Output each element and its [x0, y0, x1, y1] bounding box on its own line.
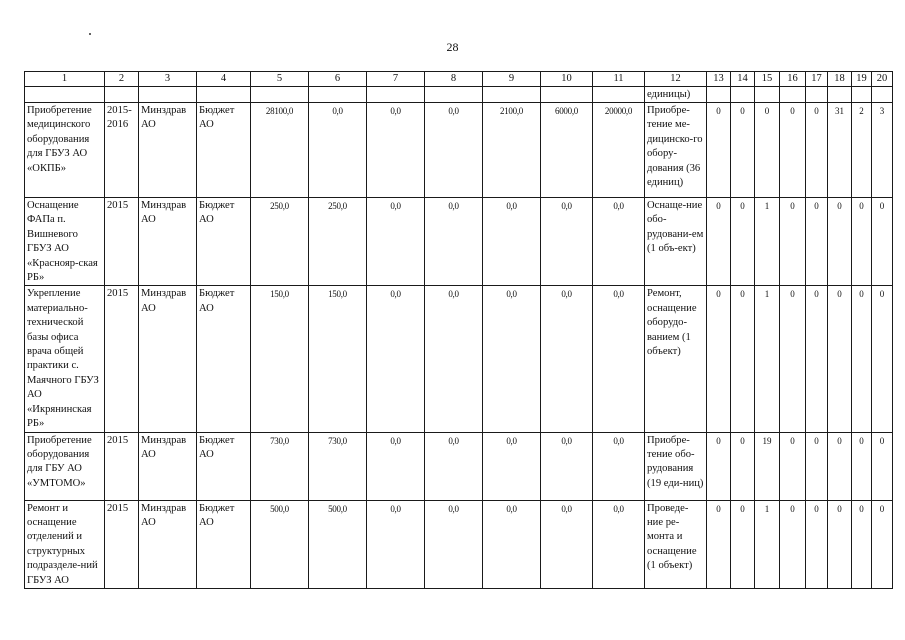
cell	[731, 87, 755, 103]
amount-2015: 500,0	[309, 500, 367, 588]
amount-2017: 0,0	[425, 103, 483, 198]
years: 2015	[105, 286, 139, 432]
cell	[483, 87, 541, 103]
column-header: 16	[780, 72, 806, 87]
amount-2015: 0,0	[309, 103, 367, 198]
column-header: 13	[707, 72, 731, 87]
indicator-13: 0	[707, 432, 731, 500]
amount-2016: 0,0	[367, 500, 425, 588]
table-row	[25, 432, 893, 500]
amount-2016: 0,0	[367, 103, 425, 198]
indicator-15: 1	[755, 198, 780, 286]
amount-2017: 0,0	[425, 432, 483, 500]
funding-source: Бюджет АО	[197, 103, 251, 198]
amount-2018: 2100,0	[483, 103, 541, 198]
column-header: 6	[309, 72, 367, 87]
indicator-14: 0	[731, 103, 755, 198]
column-header: 17	[806, 72, 828, 87]
indicator-14: 0	[731, 286, 755, 432]
cell	[755, 87, 780, 103]
header-row	[25, 72, 893, 87]
cell	[707, 87, 731, 103]
amount-2018: 0,0	[483, 432, 541, 500]
indicator-13: 0	[707, 103, 731, 198]
amount-2020: 0,0	[593, 198, 645, 286]
indicator-20: 0	[872, 432, 893, 500]
indicator-20: 0	[872, 286, 893, 432]
funding-source: Бюджет АО	[197, 198, 251, 286]
amount-2017: 0,0	[425, 286, 483, 432]
cell	[593, 87, 645, 103]
years: 2015	[105, 198, 139, 286]
measure-name: Ремонт и оснащение отделений и структурных подразделе-ний ГБУЗ АО	[25, 500, 105, 588]
years: 2015-2016	[105, 103, 139, 198]
indicator-15: 1	[755, 500, 780, 588]
executor: Минздрав АО	[139, 198, 197, 286]
indicator-18: 0	[828, 198, 852, 286]
amount-total: 150,0	[251, 286, 309, 432]
amount-total: 730,0	[251, 432, 309, 500]
program-table	[24, 71, 893, 589]
column-header: 2	[105, 72, 139, 87]
indicator-20: 0	[872, 198, 893, 286]
cell	[309, 87, 367, 103]
amount-2019: 0,0	[541, 198, 593, 286]
indicator-17: 0	[806, 286, 828, 432]
measure-name: Укрепление материально-технической базы офиса врача общей практики с. Маячного ГБУЗ АО «Икрянинская РБ»	[25, 286, 105, 432]
column-header: 4	[197, 72, 251, 87]
column-header: 9	[483, 72, 541, 87]
indicator-14: 0	[731, 198, 755, 286]
indicator-16: 0	[780, 103, 806, 198]
amount-2018: 0,0	[483, 500, 541, 588]
indicator-17: 0	[806, 198, 828, 286]
column-header: 12	[645, 72, 707, 87]
indicator-20: 0	[872, 500, 893, 588]
column-header: 5	[251, 72, 309, 87]
amount-2019: 0,0	[541, 500, 593, 588]
amount-2017: 0,0	[425, 198, 483, 286]
cell	[197, 87, 251, 103]
amount-2018: 0,0	[483, 198, 541, 286]
expected-result: Оснаще-ние обо-рудовани-ем (1 объ-ект)	[645, 198, 707, 286]
years: 2015	[105, 500, 139, 588]
table-row	[25, 198, 893, 286]
measure-name: Оснащение ФАПа п. Вишневого ГБУЗ АО «Краснояр-ская РБ»	[25, 198, 105, 286]
executor: Минздрав АО	[139, 103, 197, 198]
indicator-18: 0	[828, 286, 852, 432]
cell	[25, 87, 105, 103]
indicator-15: 19	[755, 432, 780, 500]
indicator-19: 0	[852, 286, 872, 432]
indicator-17: 0	[806, 500, 828, 588]
indicator-15: 0	[755, 103, 780, 198]
indicator-18: 31	[828, 103, 852, 198]
indicator-17: 0	[806, 103, 828, 198]
table-body	[25, 103, 893, 589]
page-number: 28	[446, 40, 459, 54]
cell	[780, 87, 806, 103]
indicator-13: 0	[707, 500, 731, 588]
indicator-13: 0	[707, 286, 731, 432]
indicator-20: 3	[872, 103, 893, 198]
indicator-18: 0	[828, 432, 852, 500]
expected-result: Приобре-тение ме-дицинско-го обору-дования (36 единиц)	[645, 103, 707, 198]
table-row	[25, 286, 893, 432]
cell	[828, 87, 852, 103]
amount-2015: 150,0	[309, 286, 367, 432]
amount-total: 28100,0	[251, 103, 309, 198]
table-row	[25, 103, 893, 198]
column-header: 15	[755, 72, 780, 87]
column-header: 20	[872, 72, 893, 87]
cell	[541, 87, 593, 103]
table-row	[25, 500, 893, 588]
amount-2020: 0,0	[593, 500, 645, 588]
indicator-16: 0	[780, 198, 806, 286]
indicator-14: 0	[731, 432, 755, 500]
indicator-19: 0	[852, 432, 872, 500]
indicator-16: 0	[780, 432, 806, 500]
cell	[251, 87, 309, 103]
column-header: 18	[828, 72, 852, 87]
column-header: 14	[731, 72, 755, 87]
funding-source: Бюджет АО	[197, 286, 251, 432]
indicator-16: 0	[780, 500, 806, 588]
column-header: 1	[25, 72, 105, 87]
column-header: 3	[139, 72, 197, 87]
executor: Минздрав АО	[139, 286, 197, 432]
amount-2015: 250,0	[309, 198, 367, 286]
expected-result: Приобре-тение обо-рудования (19 еди-ниц)	[645, 432, 707, 500]
cell	[105, 87, 139, 103]
amount-2015: 730,0	[309, 432, 367, 500]
column-header: 8	[425, 72, 483, 87]
column-header: 11	[593, 72, 645, 87]
amount-2019: 0,0	[541, 286, 593, 432]
column-header: 7	[367, 72, 425, 87]
amount-total: 500,0	[251, 500, 309, 588]
indicator-13: 0	[707, 198, 731, 286]
indicator-18: 0	[828, 500, 852, 588]
indicator-19: 2	[852, 103, 872, 198]
funding-source: Бюджет АО	[197, 500, 251, 588]
expected-result: Проведе-ние ре-монта и оснащение (1 объект)	[645, 500, 707, 588]
amount-2016: 0,0	[367, 286, 425, 432]
cell	[425, 87, 483, 103]
column-header: 10	[541, 72, 593, 87]
measure-name: Приобретение медицинского оборудования для ГБУЗ АО «ОКПБ»	[25, 103, 105, 198]
continuation-row	[25, 87, 893, 103]
amount-2017: 0,0	[425, 500, 483, 588]
scan-speck	[89, 33, 91, 35]
amount-2016: 0,0	[367, 198, 425, 286]
executor: Минздрав АО	[139, 500, 197, 588]
amount-2020: 20000,0	[593, 103, 645, 198]
expected-result: Ремонт, оснащение оборудо-ванием (1 объект)	[645, 286, 707, 432]
amount-2020: 0,0	[593, 286, 645, 432]
indicator-16: 0	[780, 286, 806, 432]
cell	[367, 87, 425, 103]
measure-name: Приобретение оборудования для ГБУ АО «УМТОМО»	[25, 432, 105, 500]
cell	[806, 87, 828, 103]
indicator-19: 0	[852, 198, 872, 286]
continuation-text: единицы)	[645, 87, 707, 103]
indicator-14: 0	[731, 500, 755, 588]
amount-total: 250,0	[251, 198, 309, 286]
indicator-19: 0	[852, 500, 872, 588]
amount-2020: 0,0	[593, 432, 645, 500]
cell	[872, 87, 893, 103]
executor: Минздрав АО	[139, 432, 197, 500]
cell	[852, 87, 872, 103]
cell	[139, 87, 197, 103]
years: 2015	[105, 432, 139, 500]
indicator-15: 1	[755, 286, 780, 432]
column-header: 19	[852, 72, 872, 87]
amount-2019: 0,0	[541, 432, 593, 500]
amount-2018: 0,0	[483, 286, 541, 432]
funding-source: Бюджет АО	[197, 432, 251, 500]
indicator-17: 0	[806, 432, 828, 500]
amount-2019: 6000,0	[541, 103, 593, 198]
amount-2016: 0,0	[367, 432, 425, 500]
